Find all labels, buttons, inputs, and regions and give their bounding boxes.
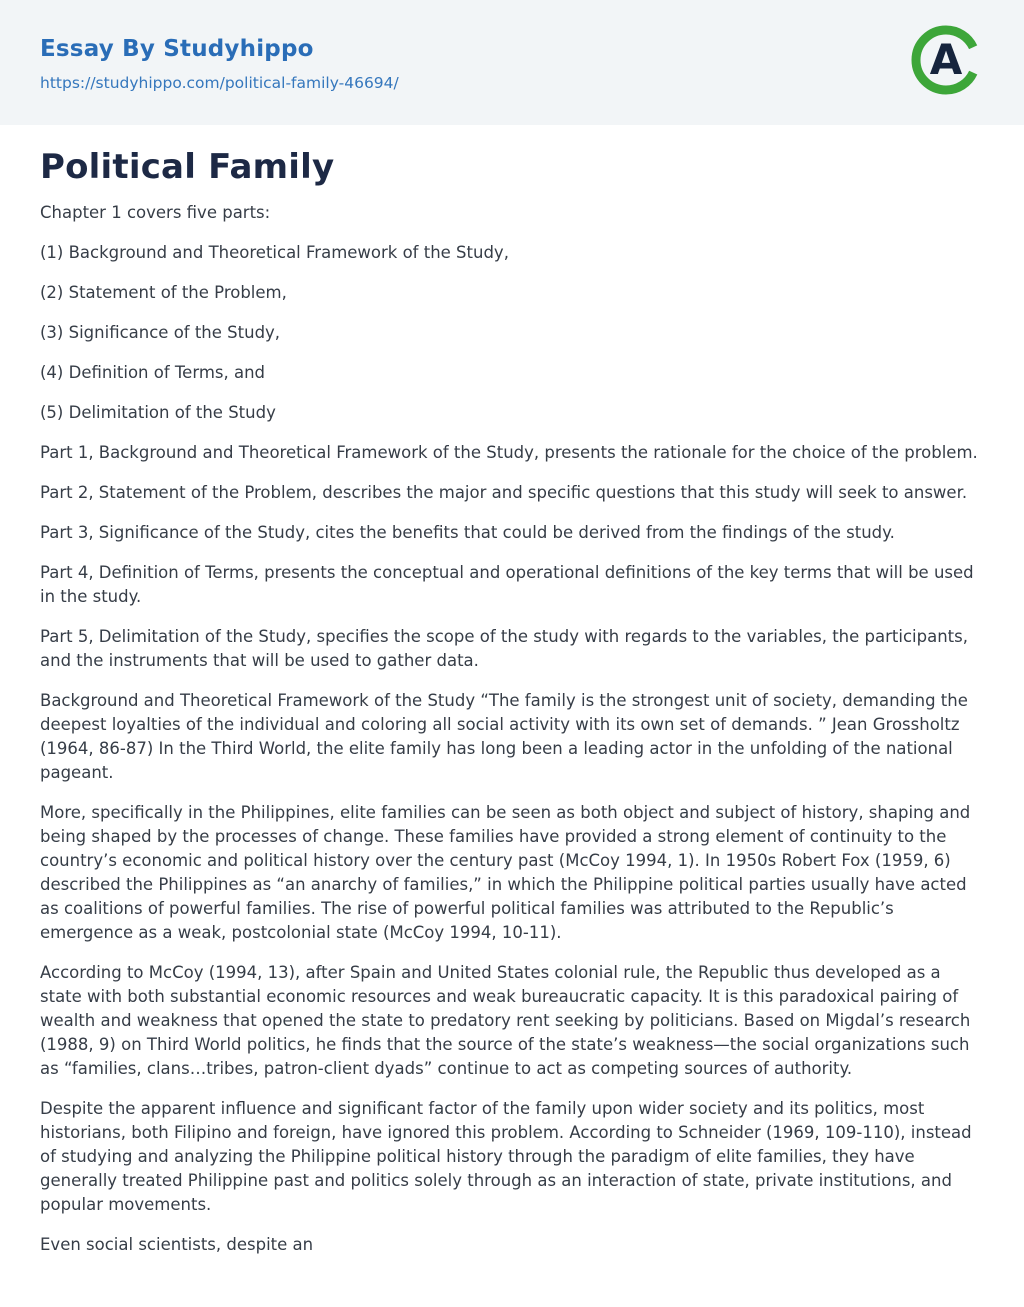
article-body (40, 201, 984, 1257)
paragraph: Part 5, Delimitation of the Study, specifies the scope of the study with regards to the variables, the participants, and the instruments that will be used to gather data. (40, 627, 968, 670)
paragraph: (1) Background and Theoretical Framework of the Study, (40, 243, 509, 262)
paragraph: (3) Significance of the Study, (40, 323, 281, 342)
paragraph: (5) Delimitation of the Study (40, 403, 276, 422)
paragraph: According to McCoy (1994, 13), after Spain and United States colonial rule, the Republic thus developed as a state with both substantial economic resources and weak bureaucratic capacity. It is this paradoxical pairing of wealth and weakness that opened the state to predatory rent seeking by politicians. Based on Migdal’s research (1988, 9) on Third World politics, he finds that the source of the state’s weakness—the social organizations such as “families, clans…tribes, patron-client dyads” continue to act as competing sources of authority. (40, 963, 971, 1078)
studyhippo-logo-icon (908, 22, 984, 98)
paragraph: Part 3, Significance of the Study, cites the benefits that could be derived from the findings of the study. (40, 523, 895, 542)
source-url-link[interactable]: https://studyhippo.com/political-family-46694/ (40, 74, 399, 92)
paragraph: Chapter 1 covers five parts: (40, 203, 271, 222)
logo-letter: A (929, 35, 963, 84)
paragraph: Background and Theoretical Framework of the Study “The family is the strongest unit of society, demanding the deepest loyalties of the individual and coloring all social activity with its own set of demands. ” Jean Grossholtz (1964, 86-87) In the Third World, the elite family has long been a leading actor in the unfolding of the national pageant. (40, 691, 968, 782)
paragraph: More, specifically in the Philippines, elite families can be seen as both object and subject of history, shaping and being shaped by the processes of change. These families have provided a strong element of continuity to the country’s economic and political history over the century past (McCoy 1994, 1). In 1950s Robert Fox (1959, 6) described the Philippines as “an anarchy of families,” in which the Philippine political parties usually have acted as coalitions of powerful families. The rise of powerful political families was attributed to the Republic’s emergence as a weak, postcolonial state (McCoy 1994, 10-11). (40, 803, 971, 942)
paragraph: Part 1, Background and Theoretical Framework of the Study, presents the rationale for the choice of the problem. (40, 443, 978, 462)
brand-title: Essay By Studyhippo (40, 36, 314, 62)
article (0, 125, 1024, 1257)
paragraph: Despite the apparent influence and significant factor of the family upon wider society and its politics, most historians, both Filipino and foreign, have ignored this problem. According to Schneider (1969, 109-110), instead of studying and analyzing the Philippine political history through the paradigm of elite families, they have generally treated Philippine past and politics solely through as an interaction of state, private institutions, and popular movements. (40, 1099, 972, 1214)
page-title: Political Family (40, 147, 335, 187)
paragraph: Part 4, Definition of Terms, presents the conceptual and operational definitions of the key terms that will be used in the study. (40, 563, 974, 606)
paragraph: (2) Statement of the Problem, (40, 283, 287, 302)
header-text (40, 30, 399, 92)
header (0, 0, 1024, 125)
paragraph: Part 2, Statement of the Problem, describes the major and specific questions that this study will seek to answer. (40, 483, 968, 502)
paragraph: Even social scientists, despite an (40, 1235, 314, 1254)
paragraph: (4) Definition of Terms, and (40, 363, 266, 382)
